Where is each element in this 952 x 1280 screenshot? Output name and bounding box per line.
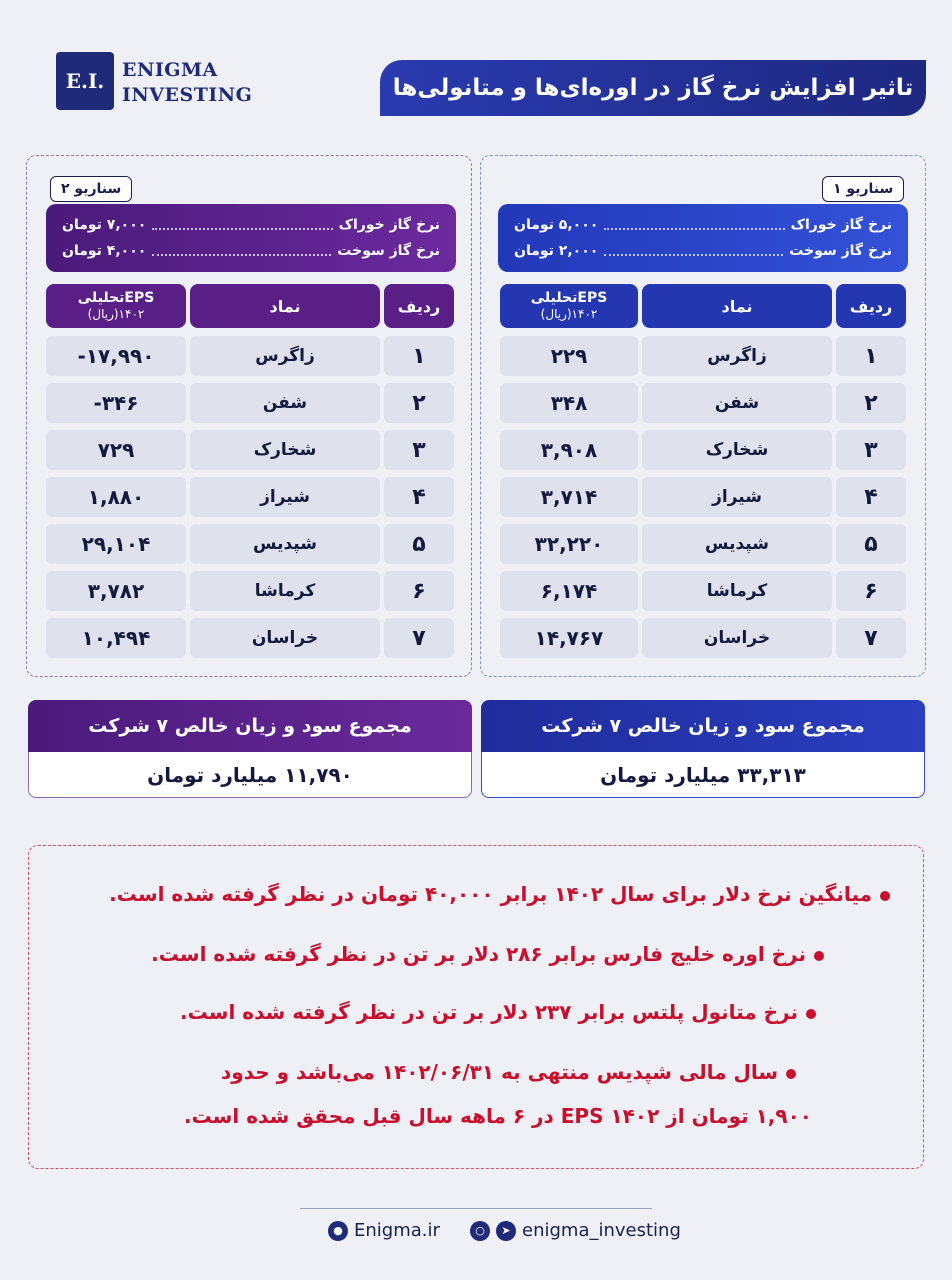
row-number: ۷ bbox=[836, 618, 906, 658]
row-eps: ۳,۷۸۲ bbox=[46, 571, 186, 611]
row-number: ۲ bbox=[384, 383, 454, 423]
row-eps: ۱۴,۷۶۷ bbox=[500, 618, 638, 658]
footer-divider bbox=[300, 1208, 652, 1209]
scenario-1-total-value: ۳۳,۳۱۳ میلیارد تومان bbox=[481, 752, 925, 798]
logo-line1: ENIGMA bbox=[122, 59, 218, 81]
row-number: ۱ bbox=[836, 336, 906, 376]
note-shepdis-2: ۱,۹۰۰ تومان از EPS ۱۴۰۲ در ۶ ماهه سال قبل محقق شده است. bbox=[183, 1104, 812, 1128]
row-symbol: شپدیس bbox=[190, 524, 380, 564]
header-eps: EPSتحلیلی ۱۴۰۲(ریال) bbox=[46, 284, 186, 328]
fuel-gas-rate: نرخ گاز سوخت ۲,۰۰۰ تومان bbox=[514, 243, 892, 259]
scenario-1-rates bbox=[498, 204, 908, 272]
header-row: ردیف bbox=[836, 284, 906, 328]
row-eps: ۳۲,۲۲۰ bbox=[500, 524, 638, 564]
note-dollar: میانگین نرخ دلار برای سال ۱۴۰۲ برابر ۴۰,۰۰۰ تومان در نظر گرفته شده است. bbox=[109, 882, 890, 906]
row-number: ۴ bbox=[384, 477, 454, 517]
row-eps: -۱۷,۹۹۰ bbox=[46, 336, 186, 376]
scenario-2-rates bbox=[46, 204, 456, 272]
row-number: ۵ bbox=[836, 524, 906, 564]
instagram-icon: ○ bbox=[470, 1221, 490, 1241]
row-number: ۳ bbox=[836, 430, 906, 470]
row-eps: ۳,۹۰۸ bbox=[500, 430, 638, 470]
row-number: ۴ bbox=[836, 477, 906, 517]
row-symbol: کرماشا bbox=[642, 571, 832, 611]
row-number: ۳ bbox=[384, 430, 454, 470]
row-symbol: شفن bbox=[190, 383, 380, 423]
row-symbol: شیراز bbox=[642, 477, 832, 517]
row-eps: ۷۲۹ bbox=[46, 430, 186, 470]
row-eps: ۳۴۸ bbox=[500, 383, 638, 423]
logo-mark: E.I. bbox=[56, 52, 114, 110]
row-number: ۶ bbox=[384, 571, 454, 611]
feed-gas-rate: نرخ گاز خوراک ۵,۰۰۰ تومان bbox=[514, 217, 892, 233]
row-number: ۷ bbox=[384, 618, 454, 658]
row-symbol: شفن bbox=[642, 383, 832, 423]
header-eps: EPSتحلیلی ۱۴۰۲(ریال) bbox=[500, 284, 638, 328]
header-symbol: نماد bbox=[642, 284, 832, 328]
row-symbol: شخارک bbox=[642, 430, 832, 470]
scenario-2-total-value: ۱۱,۷۹۰ میلیارد تومان bbox=[28, 752, 472, 798]
scenario-1-total-title: مجموع سود و زیان خالص ۷ شرکت bbox=[481, 700, 925, 752]
header-symbol: نماد bbox=[190, 284, 380, 328]
row-eps: -۳۴۶ bbox=[46, 383, 186, 423]
footer-site[interactable]: ● Enigma.ir bbox=[328, 1220, 440, 1241]
row-symbol: کرماشا bbox=[190, 571, 380, 611]
row-symbol: زاگرس bbox=[642, 336, 832, 376]
footer-social[interactable]: ○ ➤ enigma_investing bbox=[470, 1220, 681, 1241]
note-methanol: نرخ متانول پلتس برابر ۲۳۷ دلار بر تن در نظر گرفته شده است. bbox=[180, 1000, 816, 1024]
row-symbol: خراسان bbox=[642, 618, 832, 658]
logo-line2: INVESTING bbox=[122, 84, 253, 106]
note-shepdis-1: سال مالی شپدیس منتهی به ۱۴۰۲/۰۶/۳۱ می‌باشد و حدود bbox=[221, 1060, 796, 1084]
row-number: ۶ bbox=[836, 571, 906, 611]
scenario-2-tag: سناریو ۲ bbox=[50, 176, 132, 202]
row-eps: ۳,۷۱۴ bbox=[500, 477, 638, 517]
telegram-icon: ➤ bbox=[496, 1221, 516, 1241]
header-row: ردیف bbox=[384, 284, 454, 328]
row-number: ۱ bbox=[384, 336, 454, 376]
scenario-2-total-title: مجموع سود و زیان خالص ۷ شرکت bbox=[28, 700, 472, 752]
row-number: ۵ bbox=[384, 524, 454, 564]
fuel-gas-rate: نرخ گاز سوخت ۴,۰۰۰ تومان bbox=[62, 243, 440, 259]
row-symbol: زاگرس bbox=[190, 336, 380, 376]
row-eps: ۲۲۹ bbox=[500, 336, 638, 376]
row-eps: ۱,۸۸۰ bbox=[46, 477, 186, 517]
page-title: تاثیر افزایش نرخ گاز در اوره‌ای‌ها و متانولی‌ها bbox=[380, 60, 926, 116]
scenario-1-tag: سناریو ۱ bbox=[822, 176, 904, 202]
row-symbol: شخارک bbox=[190, 430, 380, 470]
row-symbol: شیراز bbox=[190, 477, 380, 517]
row-symbol: خراسان bbox=[190, 618, 380, 658]
globe-icon: ● bbox=[328, 1221, 348, 1241]
row-symbol: شپدیس bbox=[642, 524, 832, 564]
row-number: ۲ bbox=[836, 383, 906, 423]
row-eps: ۲۹,۱۰۴ bbox=[46, 524, 186, 564]
logo-text bbox=[122, 58, 252, 108]
note-urea: نرخ اوره خلیج فارس برابر ۲۸۶ دلار بر تن در نظر گرفته شده است. bbox=[151, 942, 824, 966]
feed-gas-rate: نرخ گاز خوراک ۷,۰۰۰ تومان bbox=[62, 217, 440, 233]
row-eps: ۶,۱۷۴ bbox=[500, 571, 638, 611]
row-eps: ۱۰,۴۹۴ bbox=[46, 618, 186, 658]
